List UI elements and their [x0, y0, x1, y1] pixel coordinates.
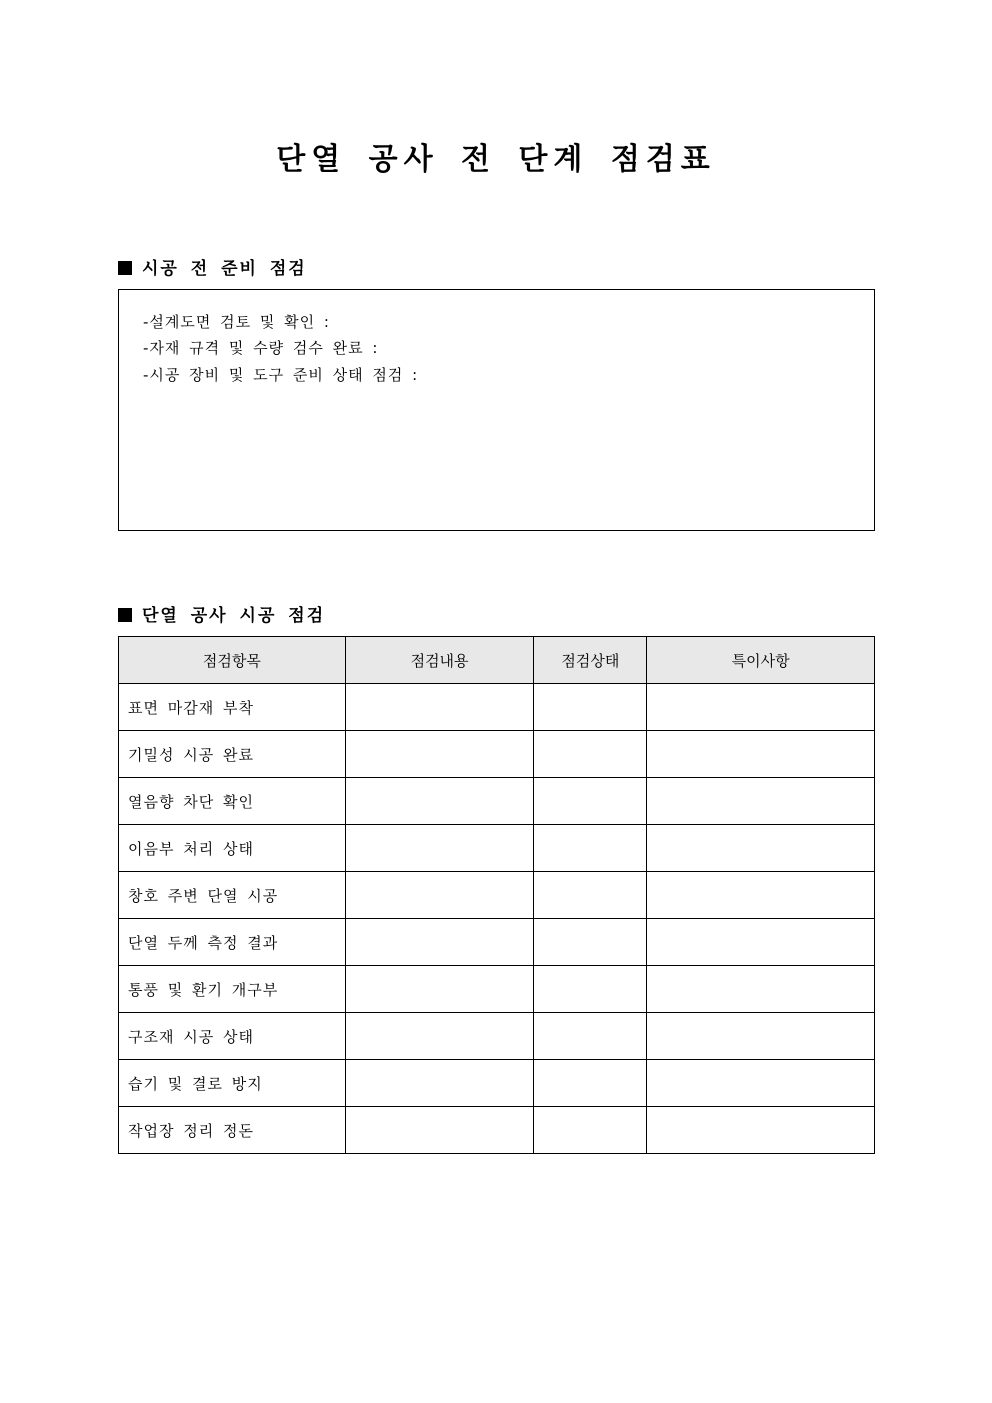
column-header: 점검상태 — [534, 637, 647, 684]
table-row — [119, 919, 875, 966]
status-cell[interactable] — [534, 1060, 647, 1107]
table-row — [119, 825, 875, 872]
remarks-cell[interactable] — [647, 919, 875, 966]
table-row — [119, 731, 875, 778]
checklist-line: -설계도면 검토 및 확인 : — [143, 313, 330, 331]
status-cell[interactable] — [534, 684, 647, 731]
content-cell[interactable] — [345, 684, 534, 731]
item-cell: 열음향 차단 확인 — [119, 778, 346, 825]
table-row — [119, 778, 875, 825]
remarks-cell[interactable] — [647, 872, 875, 919]
preparation-box — [118, 289, 875, 531]
content-cell[interactable] — [345, 778, 534, 825]
content-cell[interactable] — [345, 919, 534, 966]
square-bullet-icon — [118, 261, 132, 275]
item-cell: 단열 두께 측정 결과 — [119, 919, 346, 966]
content-cell[interactable] — [345, 872, 534, 919]
square-bullet-icon — [118, 608, 132, 622]
status-cell[interactable] — [534, 919, 647, 966]
section-heading-preparation — [118, 254, 307, 279]
item-cell: 이음부 처리 상태 — [119, 825, 346, 872]
table-row — [119, 1060, 875, 1107]
remarks-cell[interactable] — [647, 1107, 875, 1154]
section-heading-text: 시공 전 준비 점검 — [142, 259, 307, 279]
remarks-cell[interactable] — [647, 731, 875, 778]
table-row — [119, 684, 875, 731]
page-title: 단열 공사 전 단계 점검표 — [276, 142, 716, 177]
content-cell[interactable] — [345, 825, 534, 872]
content-cell[interactable] — [345, 1013, 534, 1060]
status-cell[interactable] — [534, 778, 647, 825]
table-row — [119, 966, 875, 1013]
item-cell: 기밀성 시공 완료 — [119, 731, 346, 778]
column-header: 특이사항 — [647, 637, 875, 684]
item-cell: 창호 주변 단열 시공 — [119, 872, 346, 919]
item-cell: 통풍 및 환기 개구부 — [119, 966, 346, 1013]
item-cell: 작업장 정리 정돈 — [119, 1107, 346, 1154]
content-cell[interactable] — [345, 731, 534, 778]
column-header: 점검항목 — [119, 637, 346, 684]
table-row — [119, 1013, 875, 1060]
item-cell: 습기 및 결로 방지 — [119, 1060, 346, 1107]
content-cell[interactable] — [345, 1060, 534, 1107]
status-cell[interactable] — [534, 1107, 647, 1154]
status-cell[interactable] — [534, 966, 647, 1013]
checklist-line: -자재 규격 및 수량 검수 완료 : — [143, 339, 379, 357]
section-heading-text: 단열 공사 시공 점검 — [142, 606, 326, 626]
status-cell[interactable] — [534, 825, 647, 872]
status-cell[interactable] — [534, 872, 647, 919]
remarks-cell[interactable] — [647, 825, 875, 872]
section-heading-construction — [118, 601, 325, 626]
inspection-table — [118, 636, 875, 1154]
status-cell[interactable] — [534, 731, 647, 778]
content-cell[interactable] — [345, 1107, 534, 1154]
table-row — [119, 872, 875, 919]
remarks-cell[interactable] — [647, 1060, 875, 1107]
status-cell[interactable] — [534, 1013, 647, 1060]
item-cell: 구조재 시공 상태 — [119, 1013, 346, 1060]
remarks-cell[interactable] — [647, 1013, 875, 1060]
table-row — [119, 1107, 875, 1154]
column-header: 점검내용 — [345, 637, 534, 684]
remarks-cell[interactable] — [647, 966, 875, 1013]
content-cell[interactable] — [345, 966, 534, 1013]
remarks-cell[interactable] — [647, 778, 875, 825]
checklist-line: -시공 장비 및 도구 준비 상태 점검 : — [143, 366, 419, 384]
remarks-cell[interactable] — [647, 684, 875, 731]
item-cell: 표면 마감재 부착 — [119, 684, 346, 731]
